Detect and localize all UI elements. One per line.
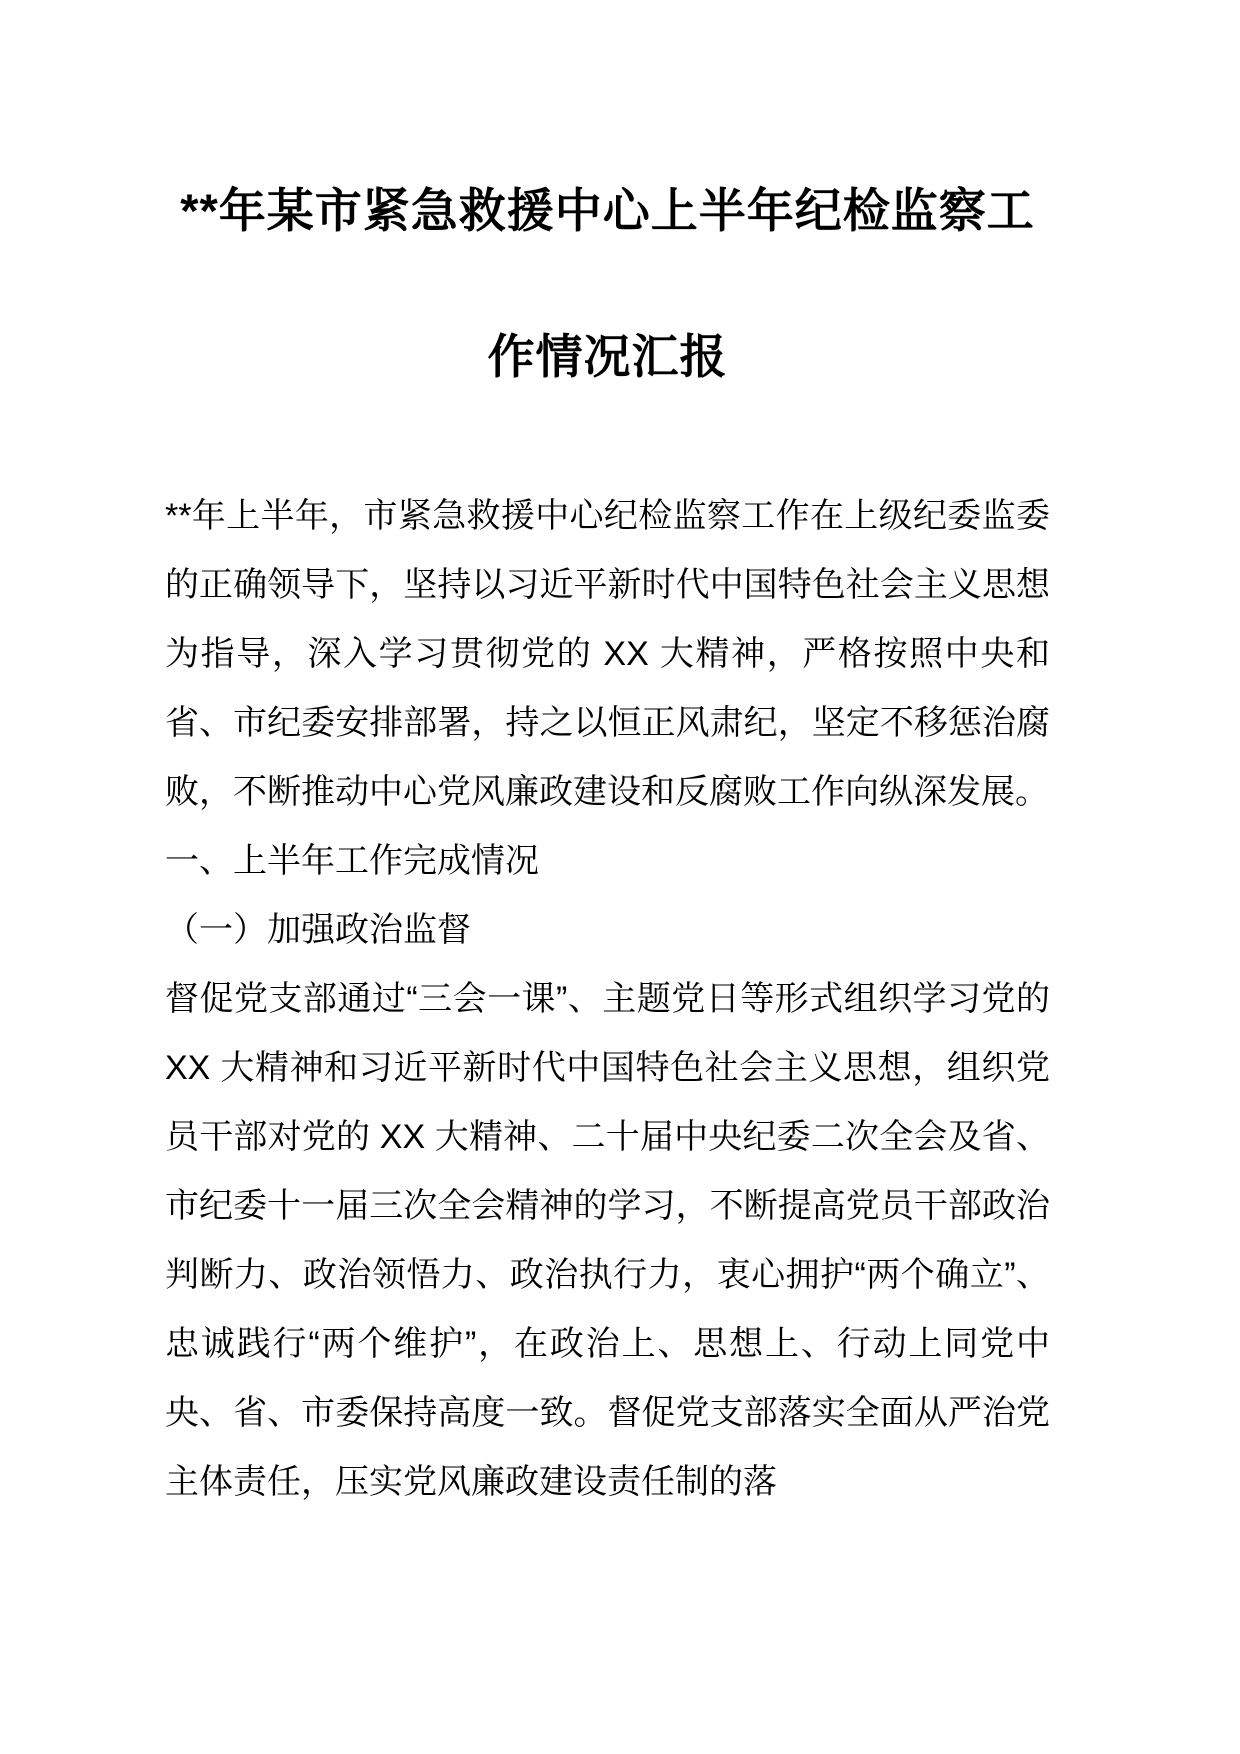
document-body	[165, 482, 1050, 1517]
paragraph-intro: **年上半年，市紧急救援中心纪检监察工作在上级纪委监委的正确领导下，坚持以习近平新时代中国特色社会主义思想为指导，深入学习贯彻党的 XX 大精神，严格按照中央和省、市纪委安排部署，持之以恒正风肃纪，坚定不移惩治腐败，不断推动中心党风廉政建设和反腐败工作向纵深发展。	[165, 497, 1050, 811]
section-heading: 一、上半年工作完成情况	[165, 842, 539, 880]
document-title: **年某市紧急救援中心上半年纪检监察工作情况汇报	[180, 184, 1035, 383]
paragraph-political-supervision: 督促党支部通过“三会一课”、主题党日等形式组织学习党的 XX 大精神和习近平新时代中国特色社会主义思想，组织党员干部对党的 XX 大精神、二十届中央纪委二次全会及省、市纪委十一届三次全会精神的学习，不断提高党员干部政治判断力、政治领悟力、政治执行力，衷心拥护“两个确立”、忠诚践行“两个维护”，在政治上、思想上、行动上同党中央、省、市委保持高度一致。督促党支部落实全面从严治党主体责任，压实党风廉政建设责任制的落	[165, 980, 1050, 1501]
subsection-heading: （一）加强政治监督	[165, 911, 471, 949]
